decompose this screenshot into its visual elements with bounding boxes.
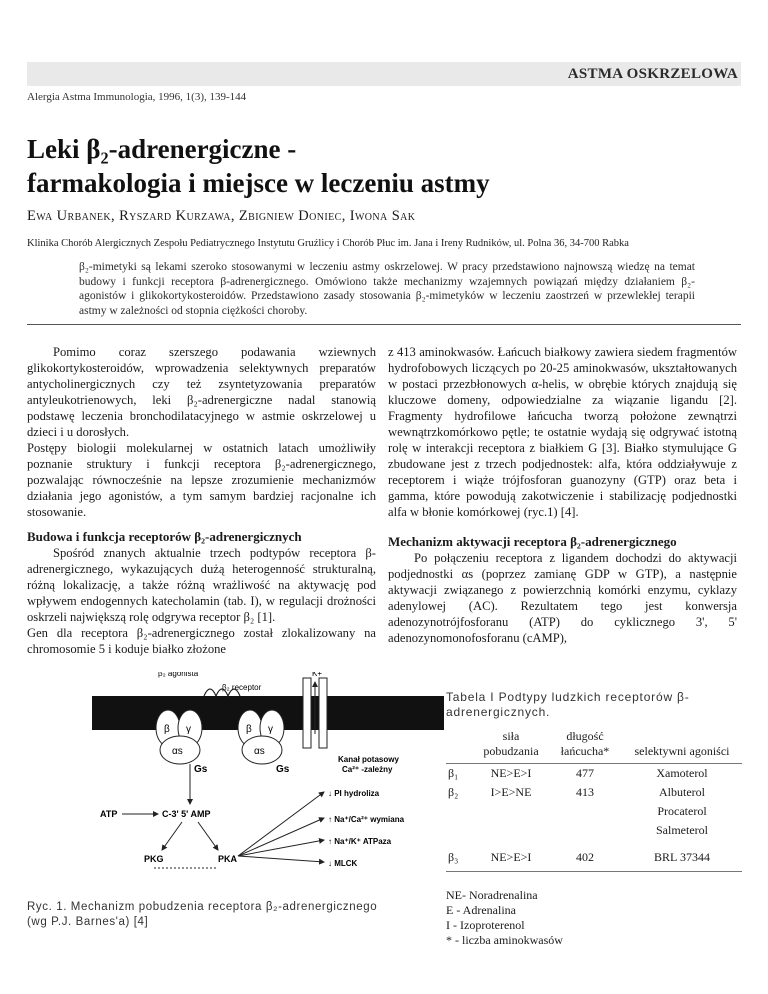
header-cell: selektywni agoniści	[622, 727, 742, 764]
figure-caption	[27, 900, 377, 930]
label-gs-right: Gs	[276, 764, 290, 775]
label-kplus: K+	[312, 672, 323, 678]
legend-item: E - Adrenalina	[446, 903, 516, 917]
label-beta-right: β	[246, 724, 252, 735]
journal-citation: Alergia Astma Immunologia, 1996, 1(3), 139-144	[27, 91, 247, 103]
table-row	[446, 821, 742, 840]
label-beta-left: β	[164, 724, 170, 735]
left-column	[27, 344, 376, 657]
agonists-cell: Albuterol	[659, 785, 705, 799]
header-cell: długość łańcucha*	[548, 727, 622, 764]
label-effect-3: ↑ Na⁺/K⁺ ATPaza	[328, 837, 392, 846]
subtype-cell: β₁	[448, 766, 459, 780]
divider	[27, 324, 741, 325]
label-gamma-right: γ	[268, 724, 273, 735]
agonists-cell: BRL 37344	[622, 840, 742, 872]
label-effect-4: ↓ MLCK	[328, 859, 358, 868]
legend-item: NE- Noradrenalina	[446, 888, 538, 902]
receptor-subtypes-table	[446, 727, 742, 872]
length-cell: 477	[576, 766, 594, 780]
length-cell: 413	[576, 785, 594, 799]
table-row	[446, 840, 742, 872]
effect-arrow-3	[238, 840, 324, 856]
paragraph-4: Gen dla receptora β₂-adrenergicznego został zlokalizowany na chromosomie 5 i koduje białko złożone	[27, 626, 376, 656]
subtype-cell: β₂	[448, 785, 459, 799]
label-channel: Kanał potasowy	[338, 755, 399, 764]
label-atp: ATP	[100, 809, 118, 819]
paragraph-2: Postępy biologii molekularnej w ostatnich latach umożliwiły poznanie struktury i funkcji receptora β₂-adrenergicznego, pozwalając równocześnie na lepsze zrozumienie mechanizmów działania jego agonistów, a tym samym bardziej racjonalne ich stosowanie.	[27, 441, 376, 519]
length-cell: 402	[548, 840, 622, 872]
label-camp: C-3' 5' AMP	[162, 809, 211, 819]
label-agonist: β₂ agonista	[158, 672, 199, 678]
label-gamma-left: γ	[186, 724, 191, 735]
agonists-cell: Salmeterol	[656, 823, 708, 837]
paragraph-6: Po połączeniu receptora z ligandem dochodzi do aktywacji podjednostki αs (poprzez zamianę GDP w GTP), a następnie aktywacji związanego z powierzchnią komórki enzymu, cyklazy adenylowej (AC). Rezultatem tego jest konwersja adenozynotrójfosforanu (ATP) do cyklicznego 3', 5' adenozynomonofosforanu (cAMP),	[388, 551, 737, 645]
abstract: β₂-mimetyki są lekami szeroko stosowanymi w leczeniu astmy oskrzelowej. W pracy przedstawiono najnowszą wiedzę na temat budowy i funkcji receptora β-adrenergicznego. Omówiono także mechanizmy wzajemnych powiązań między działaniem β₂-agonistów i glikokortykosteroidów. Przedstawiono zasady stosowania β₂-mimetyków w leczeniu zaostrzeń w przewlekłej terapii astmy w zależności od stopnia ciężkości choroby.	[79, 261, 695, 317]
affiliation: Klinika Chorób Alergicznych Zespołu Pediatrycznego Instytutu Gruźlicy i Chorób Płuc im. Jana i Ireny Rudników, ul. Polna 36, 34-700 Rabka	[27, 238, 629, 249]
label-pkg: PKG	[144, 854, 164, 864]
table-title: Tabela I Podtypy ludzkich receptorów β-adrenergicznych.	[446, 690, 690, 719]
authors: Ewa Urbanek, Ryszard Kurzawa, Zbigniew Doniec, Iwona Sak	[27, 208, 416, 224]
effect-arrow-4	[238, 856, 324, 862]
table-legend	[446, 888, 563, 948]
label-alpha-left: αs	[172, 746, 183, 757]
section-heading-1: Budowa i funkcja receptorów β₂-adrenergicznych	[27, 529, 302, 544]
table-row	[446, 764, 742, 784]
potency-cell: I>E>NE	[490, 785, 532, 799]
section-title: ASTMA OSKRZELOWA	[567, 66, 738, 82]
header-cell	[446, 727, 474, 764]
right-column	[388, 344, 737, 646]
agonists-cell: Xamoterol	[656, 766, 708, 780]
label-effect-2: ↑ Na⁺/Ca²⁺ wymiana	[328, 815, 405, 824]
potassium-channel	[303, 678, 311, 748]
table-row	[446, 802, 742, 821]
header-cell: siła pobudzania	[474, 727, 548, 764]
paragraph-5: z 413 aminokwasów. Łańcuch białkowy zawiera siedem fragmentów hydrofobowych liczących po 20-25 aminokwasów, ukształtowanych w postaci przezbłonowych α-helis, w obrębie których znajdują się kluczowe domeny, odpowiedzialne za wiązanie ligandu [2]. Fragmenty hydrofilowe łańcucha tworzą położone zewnątrzi wewnątrzkomórkowo pętle; te ostatnie wydają się odgrywać istotną rolę w interakcji receptora z białkiem G [3]. Białko stymulujące G zbudowane jest z trzech podjednostek: alfa, która oddziaływuje z receptorem i wiąże trójfosforan guanozyny (GTP) oraz beta i gamma, które powodują zakotwiczenie i stabilizację podjednostki alfa w błonie komórkowej (ryc.1) [4].	[388, 345, 737, 519]
caption-line-1: Ryc. 1. Mechanizm pobudzenia receptora β₂-adrenergicznego	[27, 901, 378, 913]
potassium-channel-right	[319, 678, 327, 748]
paragraph-1: Pomimo coraz szerszego podawania wziewnych glikokortykosteroidów, wprowadzenia selektywnych preparatów antycholinergicznych czy też zsyntetyzowania preparatów antyleukotrienowych, leki β₂-adrenergiczne nadal stanowią podstawę leczenia bronchodilatacyjnego w astmie oskrzelowej u dzieci i u dorosłych.	[27, 345, 376, 439]
agonists-cell: Procaterol	[657, 804, 707, 818]
subtype-cell: β₃	[446, 840, 474, 872]
label-gs-left: Gs	[194, 764, 208, 775]
paragraph-3: Spośród znanych aktualnie trzech podtypów receptora β-adrenergicznego, wykazujących dużą heterogenność strukturalną, różną lokalizację, a także różną wrażliwość na aktywację pod wpływem endogennych katecholamin (tab. I), w regulacji drożności oskrzeli największą rolę odgrywa receptor β₂ [1].	[27, 546, 376, 624]
title-line-2: farmakologia i miejsce w leczeniu astmy	[27, 168, 490, 198]
label-effect-1: ↓ PI hydroliza	[328, 789, 380, 798]
table-row	[446, 783, 742, 802]
table-header-row	[446, 727, 742, 764]
pkg-arrow	[162, 822, 182, 850]
label-channel-2: Ca²⁺ -zależny	[342, 765, 393, 774]
potency-cell: NE>E>I	[490, 766, 532, 780]
label-receptor: β₂ receptor	[222, 683, 262, 692]
label-alpha-right: αs	[254, 746, 265, 757]
title-line-1: Leki β₂-adrenergiczne -	[27, 134, 297, 164]
receptor-diagram	[92, 672, 444, 887]
section-heading-2: Mechanizm aktywacji receptora β₂-adrenergicznego	[388, 534, 677, 549]
legend-item: * - liczba aminokwasów	[446, 933, 563, 947]
article-title	[27, 132, 490, 200]
legend-item: I - Izoproterenol	[446, 918, 525, 932]
label-pka: PKA	[218, 854, 238, 864]
pka-arrow	[198, 822, 218, 850]
caption-line-2: (wg P.J. Barnes'a) [4]	[27, 916, 149, 928]
potency-cell: NE>E>I	[474, 840, 548, 872]
